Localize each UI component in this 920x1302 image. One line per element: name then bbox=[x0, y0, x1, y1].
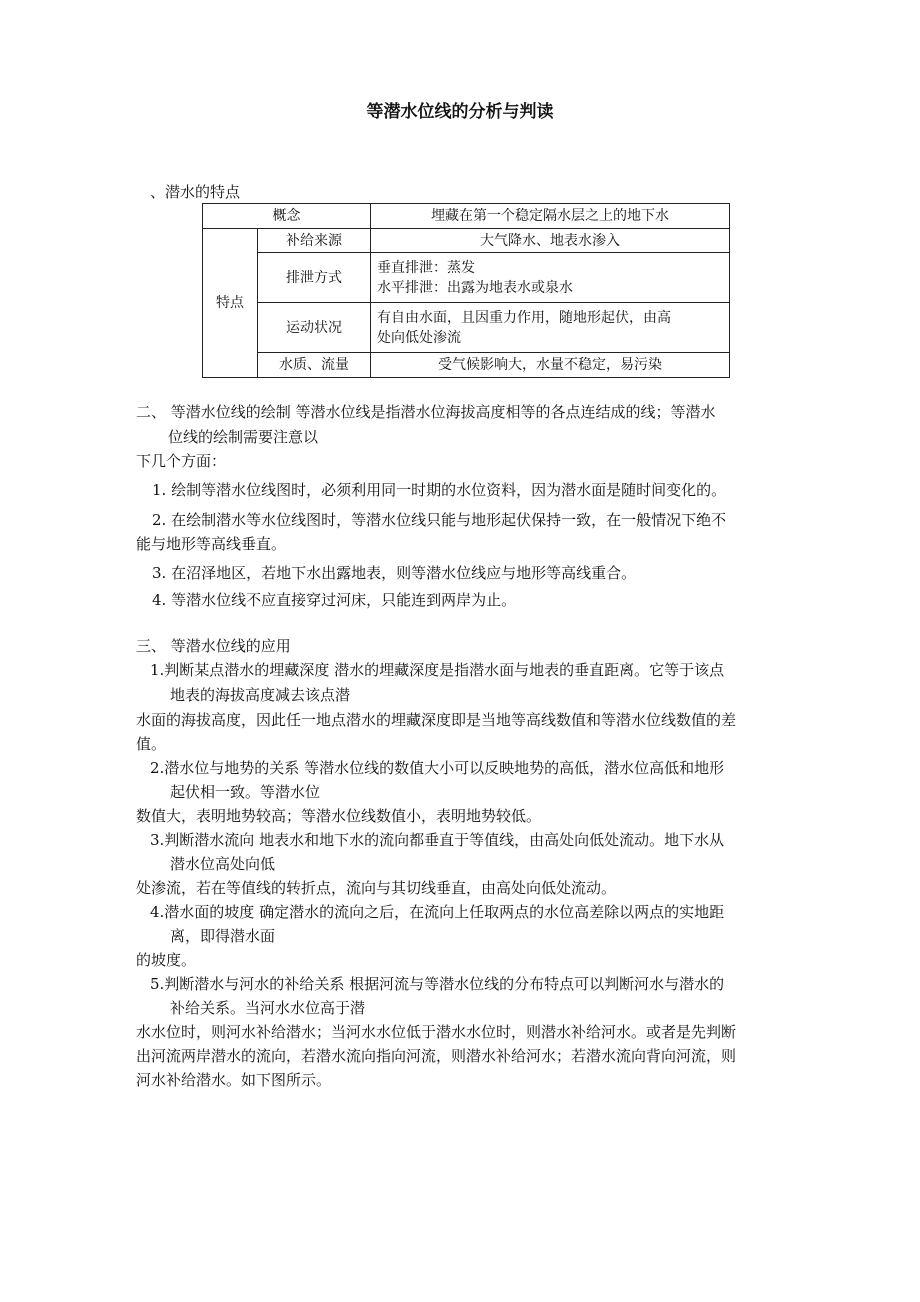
row-label: 运动状况 bbox=[258, 303, 371, 353]
row-value-line: 水平排泄：出露为地表水或泉水 bbox=[377, 279, 573, 296]
row-value-line: 垂直排泄：蒸发 bbox=[377, 259, 475, 276]
list-item-continued: 值。 bbox=[136, 735, 167, 753]
section3-heading: 三、 等潜水位线的应用 bbox=[136, 637, 291, 655]
list-item-continued: 出河流两岸潜水的流向，若潜水流向指向河流，则潜水补给河水；若潜水流向背向河流，则 bbox=[136, 1047, 737, 1065]
list-item-continued: 河水补给潜水。如下图所示。 bbox=[136, 1071, 332, 1089]
table-row bbox=[203, 204, 730, 229]
row-value-line: 有自由水面，且因重力作用，随地形起伏，由高 bbox=[377, 309, 671, 326]
list-item-continued: 能与地形等高线垂直。 bbox=[136, 535, 287, 553]
row-label: 水质、流量 bbox=[258, 353, 371, 378]
row-value bbox=[371, 253, 730, 303]
list-item-continued: 水面的海拔高度，因此任一地点潜水的埋藏深度即是当地等高线数值和等潜水位线数值的差 bbox=[136, 711, 737, 729]
list-item-continued: 地表的海拔高度减去该点潜 bbox=[170, 686, 351, 704]
list-item-continued: 的坡度。 bbox=[136, 951, 197, 969]
section2-line: 下几个方面： bbox=[136, 452, 227, 470]
list-item: 4. 等潜水位线不应直接穿过河床，只能连到两岸为止。 bbox=[152, 591, 517, 609]
list-item-continued: 数值大，表明地势较高；等潜水位线数值小，表明地势较低。 bbox=[136, 807, 542, 825]
list-item: 2.潜水位与地势的关系 等潜水位线的数值大小可以反映地势的高低，潜水位高低和地形 bbox=[150, 759, 725, 777]
list-item: 3. 在沼泽地区，若地下水出露地表，则等潜水位线应与地形等高线重合。 bbox=[152, 564, 637, 582]
list-item: 2. 在绘制潜水等水位线图时，等潜水位线只能与地形起伏保持一致，在一般情况下绝不 bbox=[152, 511, 727, 529]
table-row bbox=[203, 253, 730, 303]
table-row bbox=[203, 353, 730, 378]
section1-heading: 、潜水的特点 bbox=[150, 183, 241, 201]
list-item: 1.判断某点潜水的埋藏深度 潜水的埋藏深度是指潜水面与地表的垂直距离。它等于该点 bbox=[150, 661, 725, 679]
list-item-continued: 潜水位高处向低 bbox=[170, 855, 276, 873]
row-value: 受气候影响大，水量不稳定，易污染 bbox=[371, 353, 730, 378]
list-item: 4.潜水面的坡度 确定潜水的流向之后，在流向上任取两点的水位高差除以两点的实地距 bbox=[150, 903, 725, 921]
list-item: 3.判断潜水流向 地表水和地下水的流向都垂直于等值线，由高处向低处流动。地下水从 bbox=[150, 831, 725, 849]
section2-line: 位线的绘制需要注意以 bbox=[168, 428, 319, 446]
feature-table bbox=[202, 203, 730, 378]
row-value-line: 处向低处渗流 bbox=[377, 329, 461, 346]
table-row bbox=[203, 229, 730, 253]
concept-value: 埋藏在第一个稳定隔水层之上的地下水 bbox=[371, 204, 730, 229]
row-value: 大气降水、地表水渗入 bbox=[371, 229, 730, 253]
list-item-continued: 水水位时，则河水补给潜水；当河水水位低于潜水水位时，则潜水补给河水。或者是先判断 bbox=[136, 1023, 737, 1041]
list-item-continued: 离，即得潜水面 bbox=[170, 927, 276, 945]
row-label: 排泄方式 bbox=[258, 253, 371, 303]
list-item: 1. 绘制等潜水位线图时，必须利用同一时期的水位资料，因为潜水面是随时间变化的。 bbox=[152, 481, 727, 499]
table-row bbox=[203, 303, 730, 353]
list-item: 5.判断潜水与河水的补给关系 根据河流与等潜水位线的分布特点可以判断河水与潜水的 bbox=[150, 975, 725, 993]
list-item-continued: 起伏相一致。等潜水位 bbox=[170, 783, 321, 801]
concept-label: 概念 bbox=[203, 204, 371, 229]
list-item-continued: 补给关系。当河水水位高于潜 bbox=[170, 999, 366, 1017]
row-value bbox=[371, 303, 730, 353]
row-label: 补给来源 bbox=[258, 229, 371, 253]
page-title: 等潜水位线的分析与判读 bbox=[366, 102, 554, 122]
feature-label: 特点 bbox=[203, 229, 258, 378]
list-item-continued: 处渗流，若在等值线的转折点，流向与其切线垂直，由高处向低处流动。 bbox=[136, 879, 617, 897]
section2-line: 二、 等潜水位线的绘制 等潜水位线是指潜水位海拔高度相等的各点连结成的线；等潜水 bbox=[136, 403, 716, 421]
